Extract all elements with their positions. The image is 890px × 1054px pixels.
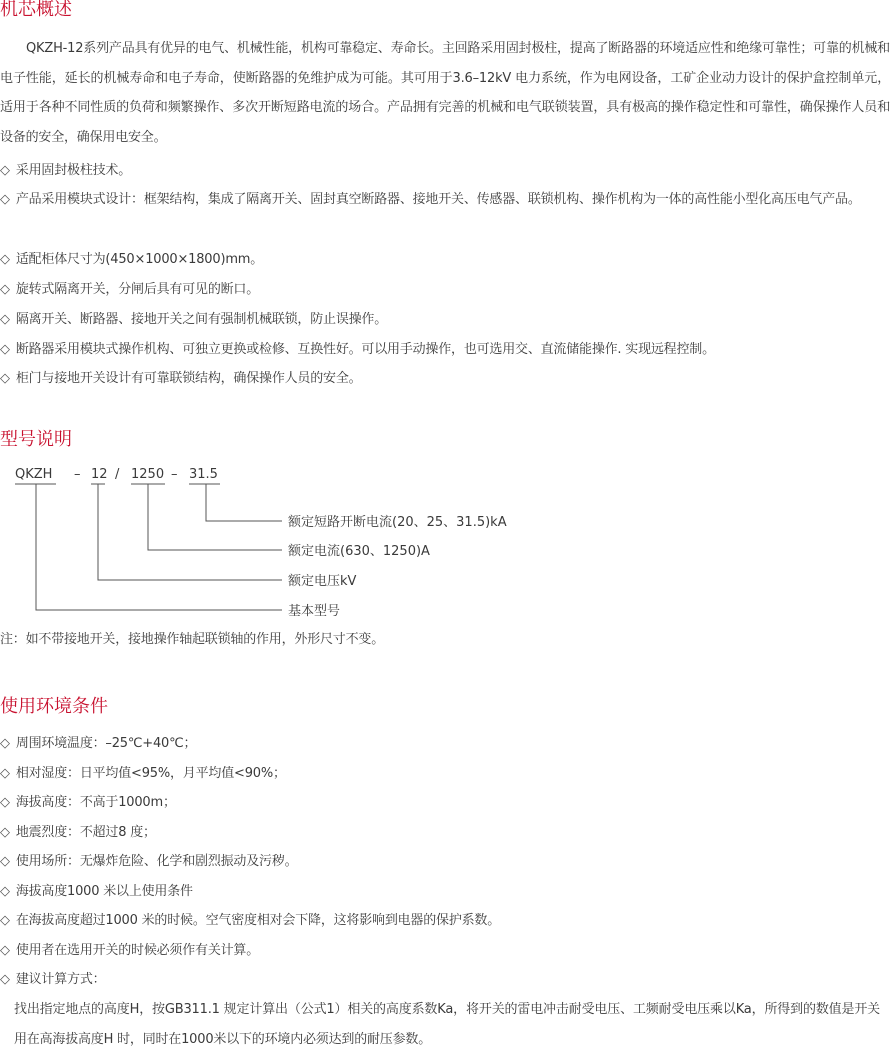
diamond-icon: ◇ [0, 766, 10, 781]
list-item: ◇ 使用场所：无爆炸危险、化学和剧烈振动及污秽。 [0, 854, 298, 869]
list-item: ◇ 采用固封极柱技术。 [0, 163, 132, 178]
model-dash: – [171, 467, 178, 482]
diamond-icon: ◇ [0, 972, 10, 987]
leader-line-basic [36, 484, 282, 610]
list-item: ◇ 柜门与接地开关设计有可靠联锁结构，确保操作人员的安全。 [0, 371, 362, 386]
label-rated-voltage: 额定电压kV [288, 574, 357, 589]
list-item: ◇ 隔离开关、断路器、接地开关之间有强制机械联锁，防止误操作。 [0, 312, 388, 327]
list-item: ◇ 相对湿度：日平均值<95%，月平均值<90%； [0, 766, 286, 781]
model-dash: – [74, 467, 81, 482]
diamond-icon: ◇ [0, 282, 10, 297]
model-code-diagram [0, 455, 600, 625]
section-title-overview: 机芯概述 [0, 0, 72, 20]
diamond-icon: ◇ [0, 943, 10, 958]
list-item: ◇ 断路器采用模块式操作机构、可独立更换或检修、互换性好。可以用手动操作，也可选用交、直流储能操作. 实现远程控制。 [0, 342, 715, 357]
list-item: ◇ 产品采用模块式设计：框架结构，集成了隔离开关、固封真空断路器、接地开关、传感器、联锁机构、操作机构为一体的高性能小型化高压电气产品。 [0, 192, 861, 207]
section-title-environment: 使用环境条件 [0, 696, 108, 717]
leader-line-breaking [206, 484, 282, 521]
calculation-paragraph: 找出指定地点的高度H，按GB311.1 规定计算出（公式1）相关的高度系数Ka，将开关的雷电冲击耐受电压、工频耐受电压乘以Ka，所得到的数值是开关用在高海拔高度H 时，同时在1000米以下的环境内必须达到的耐压参数。 [14, 1002, 880, 1047]
list-item: ◇ 周围环境温度：–25℃+40℃； [0, 736, 197, 751]
list-item: ◇ 使用者在选用开关的时候必须作有关计算。 [0, 943, 260, 958]
label-rated-current: 额定电流(630、1250)A [288, 544, 430, 559]
list-item: ◇ 海拔高度：不高于1000m； [0, 795, 176, 810]
model-part-current: 1250 [131, 467, 165, 482]
diamond-icon: ◇ [0, 342, 10, 357]
diamond-icon: ◇ [0, 854, 10, 869]
label-basic-model: 基本型号 [288, 604, 341, 619]
model-slash: / [115, 467, 120, 482]
leader-line-voltage [98, 484, 282, 580]
diamond-icon: ◇ [0, 312, 10, 327]
overview-paragraph: QKZH-12系列产品具有优异的电气、机械性能，机构可靠稳定、寿命长。主回路采用固封极柱，提高了断路器的环境适应性和绝缘可靠性；可靠的机械和电子性能，延长的机械寿命和电子寿命，使断路器的免维护成为可能。其可用于3.6–12kV 电力系统，作为电网设备，工矿企业动力设计的保护盒控制单元，适用于各种不同性质的负荷和频繁操作、多次开断短路电流的场合。产品拥有完善的机械和电气联锁装置，具有极高的操作稳定性和可靠性，确保操作人员和设备的安全，确保用电安全。 [0, 41, 890, 145]
list-item: ◇ 适配柜体尺寸为(450×1000×1800)mm。 [0, 252, 264, 267]
list-item: ◇ 地震烈度：不超过8 度； [0, 825, 156, 840]
diamond-icon: ◇ [0, 884, 10, 899]
diamond-icon: ◇ [0, 371, 10, 386]
diamond-icon: ◇ [0, 163, 10, 178]
model-part-breaking: 31.5 [189, 467, 218, 482]
diamond-icon: ◇ [0, 252, 10, 267]
list-item: ◇ 建议计算方式： [0, 972, 106, 987]
model-part-basic: QKZH [15, 467, 53, 482]
section-title-model: 型号说明 [0, 429, 72, 450]
list-item: ◇ 海拔高度1000 米以上使用条件 [0, 884, 193, 899]
diamond-icon: ◇ [0, 913, 10, 928]
leader-line-current [148, 484, 282, 550]
model-part-voltage: 12 [91, 467, 108, 482]
diamond-icon: ◇ [0, 192, 10, 207]
model-note: 注：如不带接地开关，接地操作轴起联锁轴的作用，外形尺寸不变。 [0, 632, 385, 647]
diamond-icon: ◇ [0, 825, 10, 840]
label-breaking-current: 额定短路开断电流(20、25、31.5)kA [288, 515, 507, 530]
diamond-icon: ◇ [0, 736, 10, 751]
list-item: ◇ 旋转式隔离开关，分闸后具有可见的断口。 [0, 282, 260, 297]
diamond-icon: ◇ [0, 795, 10, 810]
list-item: ◇ 在海拔高度超过1000 米的时候。空气密度相对会下降，这将影响到电器的保护系数。 [0, 913, 501, 928]
